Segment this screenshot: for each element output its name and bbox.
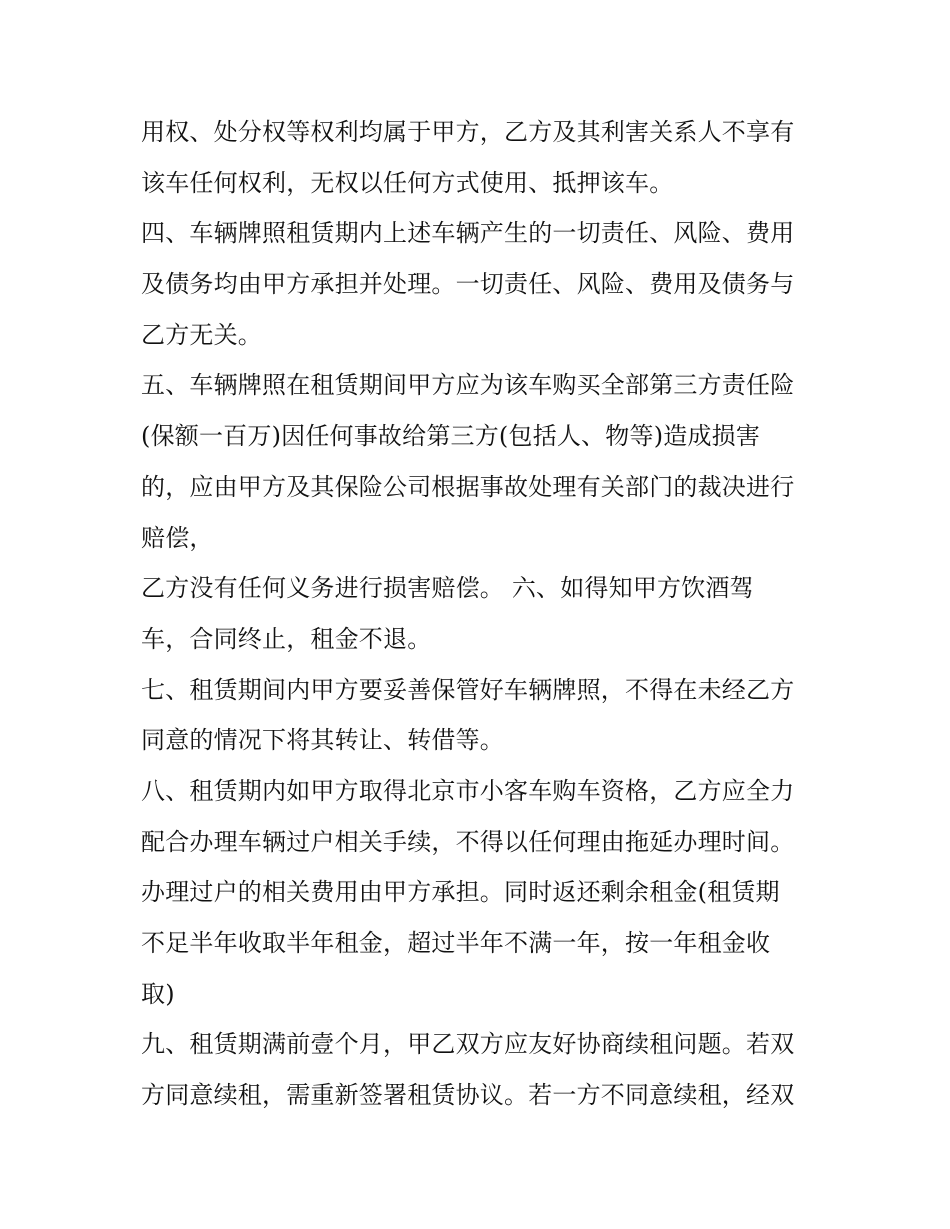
text-line: 方同意续租，需重新签署租赁协议。若一方不同意续租，经双 [141,1081,795,1110]
text-line: 车，合同终止，租金不退。 [141,624,432,653]
text-line: 八、租赁期内如甲方取得北京市小客车购车资格，乙方应全力 [141,776,795,805]
text-line: 乙方无关。 [141,320,262,349]
text-line: 五、车辆牌照在租赁期间甲方应为该车购买全部第三方责任险 [141,371,795,400]
text-line: 配合办理车辆过户相关手续，不得以任何理由拖延办理时间。 [141,827,795,856]
text-line: 九、租赁期满前壹个月，甲乙双方应友好协商续租问题。若双 [141,1030,795,1059]
text-line: 四、车辆牌照租赁期内上述车辆产生的一切责任、风险、费用 [141,219,795,248]
text-line: 同意的情况下将其转让、转借等。 [141,726,504,755]
text-line: 乙方没有任何义务进行损害赔偿。 六、如得知甲方饮酒驾 [141,574,754,603]
text-line: 七、租赁期间内甲方要妥善保管好车辆牌照，不得在未经乙方 [141,675,795,704]
text-line: 的，应由甲方及其保险公司根据事故处理有关部门的裁决进行 [141,472,795,501]
text-line: 及债务均由甲方承担并处理。一切责任、风险、费用及债务与 [141,270,795,299]
contract-text [141,107,831,1121]
text-line: (保额一百万)因任何事故给第三方(包括人、物等)造成损害 [141,422,761,451]
text-line: 不足半年收取半年租金，超过半年不满一年，按一年租金收 [141,929,771,957]
text-line: 办理过户的相关费用由甲方承担。同时返还剩余租金(租赁期 [141,878,780,907]
text-line: 用权、处分权等权利均属于甲方，乙方及其利害关系人不享有 [141,118,795,146]
text-line: 该车任何权利，无权以任何方式使用、抵押该车。 [141,168,674,197]
text-line: 赔偿， [141,523,214,552]
text-line: 取) [141,979,175,1008]
